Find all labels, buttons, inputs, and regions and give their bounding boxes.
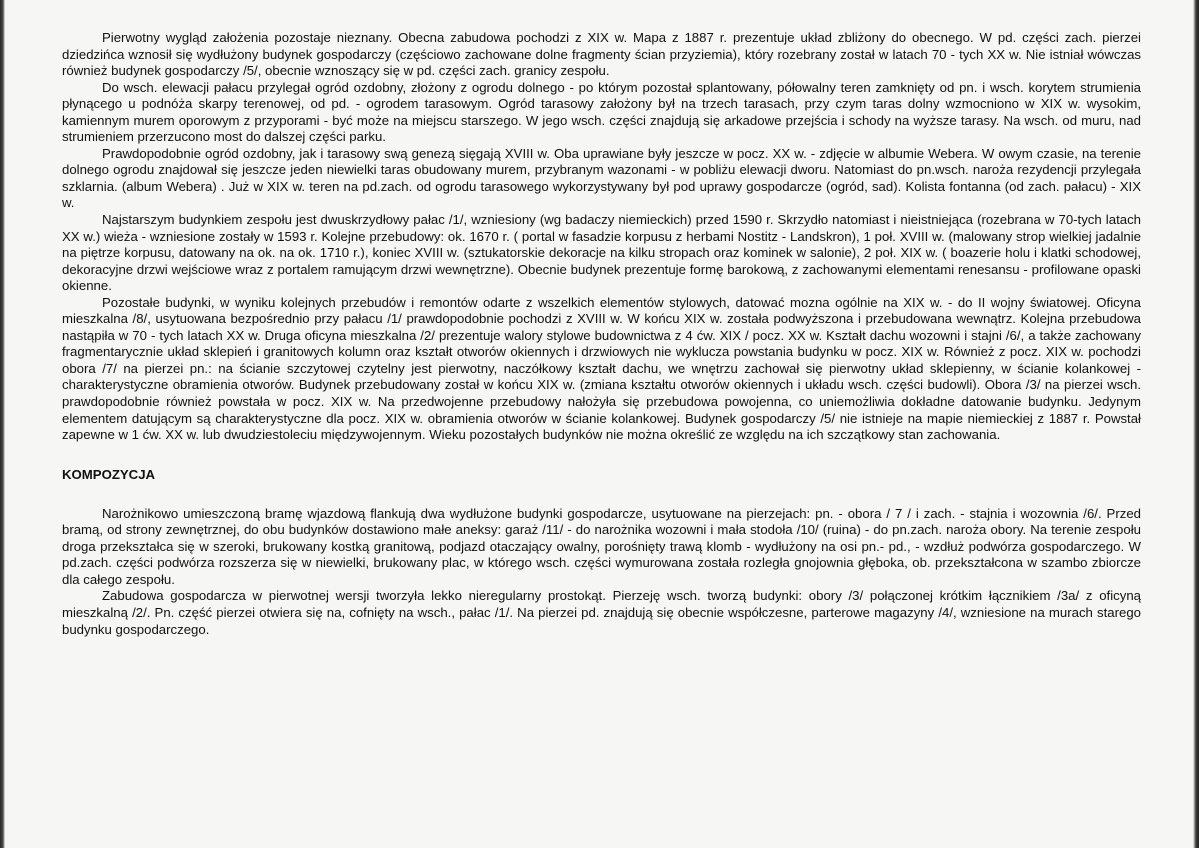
paragraph: Do wsch. elewacji pałacu przylegał ogród ozdobny, złożony z ogrodu dolnego - po którym pozostał splantowany, półowalny teren zamknięty od pn. i wsch. korytem strumienia płynącego u podnóża skarpy terenowej, od pd. - ogrodem tarasowym. Ogród tarasowy założony był na trzech tarasach, przy czym taras dolny wzmocniono w XIX w. wysokim, kamiennym murem oporowym z przyporami - być może na miejscu starszego. W jego wsch. części znajdują się arkadowe przejścia i schody na wyższe tarasy. Na wsch. od muru, nad strumieniem przerzucono most do dalszej części parku. (62, 79, 1141, 145)
paragraph: Prawdopodobnie ogród ozdobny, jak i tarasowy swą genezą sięgają XVIII w. Oba uprawiane były jeszcze w pocz. XX w. - zdjęcie w albumie Webera. W owym czasie, na terenie dolnego ogrodu znajdował się jeszcze jeden niewielki taras obudowany murem, przybranym wazonami - w pobliżu elewacji dworu. Natomiast do pn.wsch. naroża rezydencji przylegała szklarnia. (album Webera) . Już w XIX w. teren na pd.zach. od ogrodu tarasowego wykorzystywany był pod uprawy gospodarcze (ogród, sad). Kolista fontanna (od zach. pałacu) - XIX w. (62, 145, 1141, 211)
paragraph: Narożnikowo umieszczoną bramę wjazdową flankują dwa wydłużone budynki gospodarcze, usytuowane na pierzejach: pn. - obora / 7 / i zach. - stajnia i wozownia /6/. Przed bramą, od strony zewnętrznej, do obu budynków dostawiono małe aneksy: garaż /11/ - do narożnika wozowni i mała stodoła /10/ (ruina) - do pn.zach. naroża obory. Na terenie zespołu droga przekształca się w szeroki, brukowany kostką granitową, podjazd otaczający owalny, porośnięty trawą klomb - wydłużony na osi pn.- pd., - wzdłuż podwórza gospodarczego. W pd.zach. części podwórza rozszerza się w niewielki, brukowany plac, w którego wsch. części wymurowana została rozległa gnojownia głęboka, ob. przekształcona w szambo zbiorcze dla całego zespołu. (62, 505, 1141, 587)
paragraph: Pozostałe budynki, w wyniku kolejnych przebudów i remontów odarte z wszelkich elementów stylowych, datować mozna ogólnie na XIX w. - do II wojny światowej. Oficyna mieszkalna /8/, usytuowana bezpośrednio przy pałacu /1/ prawdopodobnie pochodzi z XVIII w. W końcu XIX w. została podwyższona i przebudowana wewnątrz. Kolejna przebudowa nastąpiła w 70 - tych latach XX w. Druga oficyna mieszkalna /2/ prezentuje walory stylowe budownictwa z 4 ćw. XIX / pocz. XX w. Kształt dachu wozowni i stajni /6/, a także zachowany fragmentarycznie układ sklepień i granitowych kolumn oraz kształt otworów okiennych i drzwiowych nie wyklucza powstania budynku w pocz. XIX w. Również z pocz. XIX w. pochodzi obora /7/ na pierzei pn.: na ścianie szczytowej czytelny jest pierwotny, naczółkowy kształt dachu, we wnętrzu zachował się pierwotny układ sklepienny, w ścianie kolankowej - charakterystyczne obramienia otworów. Budynek przebudowany został w końcu XIX w. (zmiana kształtu otworów okiennych i układu wsch. części budowli). Obora /3/ na pierzei wsch. prawdopodobnie również powstała w pocz. XIX w. Na przedwojenne przebudowy nałożyła się przebudowa powojenna, co uniemożliwia dokładne datowanie budynku. Jedynym elementem datującym są charakterystyczne dla pocz. XIX w. obramienia otworów w ścianie kolankowej. Budynek gospodarczy /5/ nie istnieje na mapie niemieckiej z 1887 r. Powstał zapewne w 1 ćw. XX w. lub dwudziestoleciu międzywojennym. Wieku pozostałych budynków nie można określić ze względu na ich szczątkowy stan zachowania. (62, 294, 1141, 443)
paragraph: Zabudowa gospodarcza w pierwotnej wersji tworzyła lekko nieregularny prostokąt. Pierzeję wsch. tworzą budynki: obory /3/ połączonej krótkim łącznikiem /3a/ z oficyną mieszkalną /2/. Pn. część pierzei otwiera się na, cofnięty na wsch., pałac /1/. Na pierzei pd. znajdują się obecnie współczesne, parterowe magazyny /4/, wzniesione na murach starego budynku gospodarczego. (62, 588, 1141, 637)
composition-section (62, 506, 1141, 638)
paragraph: Pierwotny wygląd założenia pozostaje nieznany. Obecna zabudowa pochodzi z XIX w. Mapa z 1887 r. prezentuje układ zbliżony do obecnego. W pd. części zach. pierzei dziedzińca wznosił się wydłużony budynek gospodarczy (częściowo zachowane dolne fragmenty ścian przyziemia), który rozebrany został w latach 70 - tych XX w. Nie istniał wówczas również budynek gospodarczy /5/, obecnie wznoszący się w pd. części zach. granicy zespołu. (62, 30, 1141, 79)
section-heading: KOMPOZYCJA (62, 466, 156, 482)
history-section (62, 30, 1141, 444)
paragraph: Najstarszym budynkiem zespołu jest dwuskrzydłowy pałac /1/, wzniesiony (wg badaczy niemieckich) przed 1590 r. Skrzydło natomiast i nieistniejąca (rozebrana w 70-tych latach XX w.) wieża - wzniesione zostały w 1593 r. Kolejne przebudowy: ok. 1670 r. ( portal w fasadzie korpusu z herbami Nostitz - Landskron), 1 poł. XVIII w. (malowany strop wielkiej jadalnie na piętrze korpusu, datowany na ok. na ok. 1710 r.), koniec XVIII w. (sztukatorskie dekoracje na kilku stropach oraz kominek w salonie), 2 poł. XIX w. ( boazerie holu i klatki schodowej, dekoracyjne drzwi wejściowe wraz z portalem ramującym drzwi wewnętrzne). Obecnie budynek prezentuje formę barokową, z zachowanymi elementami renesansu - profilowane opaski okienne. (62, 212, 1141, 294)
